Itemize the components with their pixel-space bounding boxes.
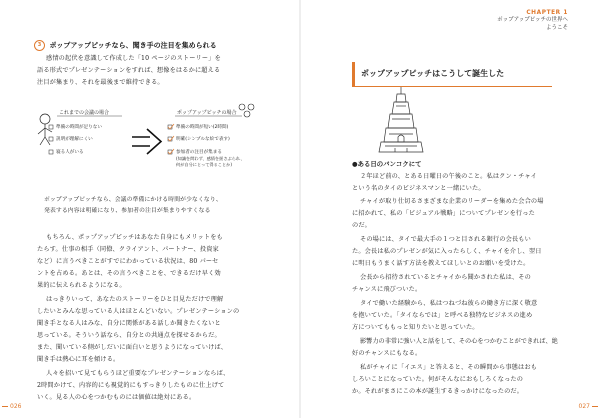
body-line: 2時間かけて、内容的にも視覚的にもすっきりしたものに仕上げて — [37, 382, 225, 389]
page-number: 026 — [10, 403, 22, 410]
diagram-right-item: 明確(シンプルな絵で表す) — [176, 137, 230, 142]
diagram-left-label: これまでの会議の場合 — [59, 110, 110, 116]
comparison-diagram — [37, 101, 263, 193]
body-line: チャイが取り仕切るさまざまな企業のリーダーを集めた会合の場 — [360, 198, 544, 205]
subsection-heading: ●ある日のバンコクにて — [352, 160, 422, 168]
section-title: ポップアップピッチなら、聞き手の注目を集められる — [49, 41, 217, 50]
folio-tick — [592, 406, 598, 407]
body-line: また、聞いている側がしだいに面白いと思うようになっていけば、 — [37, 344, 228, 351]
diagram-right-label: ポップアップピッチの場合 — [177, 110, 237, 116]
section-heading — [34, 40, 217, 51]
body-line: 思っている。そういう話なら、自分との共通点を探せるからだ。 — [37, 332, 221, 339]
body-line: ントを占める。あとは、その言うべきことを、できるだけ早く効 — [37, 270, 221, 277]
gutter — [299, 0, 301, 418]
body-line: 私がチャイに「イエス」と答えると、その瞬間から事態はおも — [360, 364, 538, 371]
body-line: た。会長は私のプレゼンが気に入ったらしく、チャイを介し、翌日 — [352, 248, 542, 255]
stick-figure-icon — [38, 114, 52, 145]
checkmark-icons — [168, 124, 174, 154]
person-group-icon — [239, 104, 254, 117]
body-line: に招かれて、私の「ビジュアル戦略」についてプレゼンを行った — [352, 210, 535, 217]
comparison-arrow-icon — [132, 129, 161, 154]
section-number-badge: 3 — [34, 40, 45, 51]
body-line: 好のチャンスにもなる。 — [352, 350, 422, 357]
body-line: その場には、タイで最大手の１つと目される銀行の会長もい — [360, 236, 531, 243]
folio-tick — [2, 406, 8, 407]
chapter-label: CHAPTER 1 — [526, 10, 568, 16]
body-line: したいとみんな思っている人はほとんどいない。プレゼンテーションの — [37, 308, 240, 315]
diagram-right-item: (知識を問わず、感情を揺さぶられ、 — [176, 156, 245, 161]
page-number: 027 — [578, 403, 590, 410]
body-line: に明日もうまく話す方法を教えてほしいとのお願いを受けた。 — [352, 260, 530, 267]
figure-caption: ポップアップピッチなら、会議の準備にかける時間が少なくなり、 — [44, 197, 222, 203]
title-accent-rule — [352, 62, 355, 86]
body-line: 聞き手となる人はみな、自分に関係がある話しか聞きたくないと — [37, 320, 221, 327]
body-line: タイで働いた経験から、私はつねづね彼らの働き方に深く敬意 — [360, 300, 538, 307]
body-line: 影響力の非常に強い人と話をして、その心をつかむことができれば、絶 — [360, 338, 558, 345]
intro-line: 語る形式でプレゼンテーションをすれば、想像をはるかに超える — [37, 67, 221, 74]
body-line: しろいことになっていた。何がそんなにおもしろくなったの — [352, 376, 524, 383]
body-line: たらす。仕事の相手（同僚、クライアント、パートナー、投資家 — [37, 246, 219, 253]
diagram-right-item: 参加者の注目が集まる — [176, 150, 222, 155]
body-line: はっきりいって、あなたのストーリーをひと目見ただけで理解 — [46, 296, 224, 303]
body-line: 果的に伝えられるようになる。 — [37, 282, 126, 289]
page-title: ポップアップピッチはこうして誕生した — [361, 69, 505, 78]
diagram-left-item: 準備の時間が足りない — [56, 125, 102, 130]
diagram-left-item: 寝る人がいる — [56, 150, 84, 155]
chapter-tag — [497, 10, 568, 32]
body-line: 聞き手は熱心に耳を傾ける。 — [37, 356, 120, 363]
body-line: を抱いていた。「タイならでは」と呼べる独特なビジネスの進め — [352, 312, 533, 319]
chapter-subtitle: ポップアップピッチの世界へ — [497, 17, 568, 23]
chapter-subtitle: ようこそ — [545, 25, 568, 31]
diagram-right-item: 準備の時間が短い(2時間) — [176, 125, 229, 130]
body-line: という名のタイのビジネスマンと一緒にいた。 — [352, 185, 485, 192]
intro-line: 注目が集まり、それを最後まで維持できる。 — [37, 79, 164, 86]
figure-caption: 発表する内容は明確になり、参加者の注目が集まりやすくなる — [44, 208, 211, 214]
body-line: など）に言うべきことがすでにわかっている状況は、80 パーセ — [37, 258, 219, 265]
section-title-bar — [352, 62, 552, 86]
body-line: チャンスに飛びついた。 — [352, 286, 422, 293]
body-line: ２年ほど前の、とある日曜日の午後のこと。私はクン・チャイ — [360, 173, 538, 180]
body-line: 人々を招いて見てもらうほど重要なプレゼンテーションならば、 — [46, 370, 230, 377]
body-line: 会長から招待されているとチャイから聞かされた私は、その — [360, 274, 531, 281]
temple-illustration — [376, 86, 426, 156]
diagram-left-item: 説明が理解にくい — [56, 137, 93, 142]
body-line: か。それがまさにこの本が誕生するきっかけになったのだ。 — [352, 388, 524, 395]
diagram-right-item: 何が自分にとって得ることか) — [176, 162, 232, 167]
body-line: もちろん、ポップアップピッチはあなた自身にもメリットをも — [46, 234, 223, 241]
body-line: 方についてももっと知りたいと思っていた。 — [352, 324, 479, 331]
body-line: いく。見る人の心をつかむものには価値は絶対にある。 — [37, 394, 196, 401]
body-line: のだ。 — [352, 222, 372, 229]
intro-line: 感情の起伏を意識して作成した「10 ページのストーリー」を — [46, 55, 221, 62]
